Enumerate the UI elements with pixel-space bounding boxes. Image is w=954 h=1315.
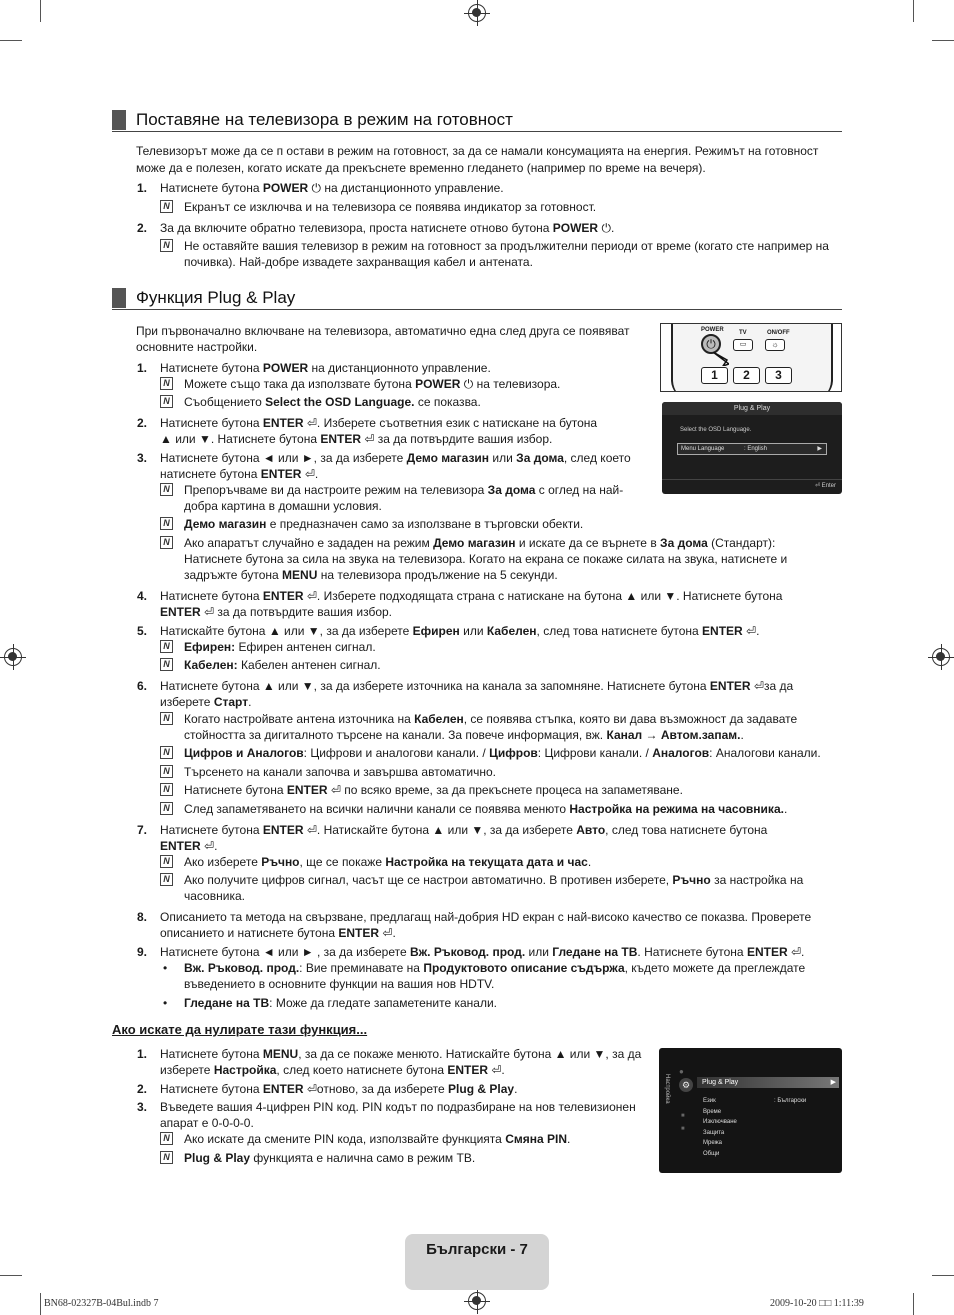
osd-item[interactable]: Изключване: [703, 1119, 737, 1125]
note-text: Екранът се изключва и на телевизора се появява индикатор за готовност.: [184, 200, 597, 214]
enter-icon: ⏎: [306, 416, 317, 430]
step-number: 1.: [137, 361, 148, 375]
note-icon: N: [160, 855, 173, 868]
section-heading: Функция Plug & Play: [136, 288, 296, 307]
step-number: 5.: [137, 624, 148, 638]
osd-title: Plug & Play: [662, 402, 842, 415]
enter-icon: ⏎: [304, 467, 315, 481]
osd-prompt: Select the OSD Language.: [680, 427, 752, 433]
note-text: Препоръчваме ви да настроите режим на телевизора За дома с оглед на най-: [184, 483, 624, 497]
note-icon: N: [160, 1151, 173, 1164]
osd-settings-menu: [659, 1048, 842, 1173]
step-number: 8.: [137, 910, 148, 924]
remote-light-button: ☼: [765, 339, 785, 351]
note-text: Можете също така да използвате бутона POWER ⏻ на телевизора.: [184, 377, 561, 391]
crop-mark: [913, 0, 914, 22]
note-text: Не оставяйте вашия телевизор в режим на готовност за продължителни периоди от време (когато сте например на: [184, 239, 829, 253]
crop-mark: [0, 40, 22, 41]
step-text: Натиснете бутона POWER на дистанционното управление.: [160, 361, 491, 375]
note-icon: N: [160, 712, 173, 725]
step-text: Описанието та метода на свързване, предлагащ най-добрия HD екран с най-високо качество се показва. Проверете: [160, 910, 812, 924]
bullet-icon: •: [163, 961, 168, 975]
step-number: 4.: [137, 589, 148, 603]
note-text: Натиснете бутона ENTER ⏎ по всяко време, за да прекъснете процеса на запаметяване.: [184, 783, 683, 797]
osd-item[interactable]: Защита: [703, 1129, 725, 1136]
remote-key-1: 1: [701, 367, 728, 384]
note-icon: N: [160, 783, 173, 796]
note-text: Цифров и Аналогов: Цифрови и аналогови канали. / Цифров: Цифрови канали. / Аналогов: Аналогови канали.: [184, 746, 821, 760]
osd-selected-row[interactable]: [697, 1077, 839, 1088]
enter-icon: ⏎: [204, 605, 215, 619]
step-text: Натиснете бутона ▲ или ▼, за да изберете източника на канала за запомняне. Натиснете бутона ENTER ⏎за да: [160, 679, 794, 693]
enter-icon: ⏎: [790, 945, 802, 959]
remote-label: ON/OFF: [767, 330, 790, 336]
step-text: описанието и натиснете бутона ENTER ⏎.: [160, 926, 396, 940]
remote-illustration: [660, 323, 842, 392]
bullet-text: Вж. Ръковод. прод.: Вие преминавате на Продуктовото описание съдържа, където можете да преглеждате: [184, 961, 806, 975]
intro-text: основните настройки.: [136, 340, 258, 354]
note-text: Когато настройвате антена източника на Кабелен, се появява стъпка, която ви дава възможност да задавате: [184, 712, 798, 726]
note-text: Ако апаратът случайно е зададен на режим Демо магазин и искате да се върнете в За дома (Стандарт):: [184, 536, 776, 550]
note-icon: N: [160, 802, 173, 815]
note-text: добра картина в домашни условия.: [184, 499, 382, 513]
intro-text: може да е полезен, когато искате да прекъснете временно гледането (например по време на вечеря).: [136, 161, 706, 175]
osd-item[interactable]: Време: [703, 1108, 722, 1115]
section-plug-play-title: [112, 288, 842, 310]
osd-footer: ⏎ Enter: [814, 483, 836, 489]
section-heading: Поставяне на телевизора в режим на готовност: [136, 110, 513, 129]
note-icon: N: [160, 873, 173, 886]
step-text: Въведете вашия 4-цифрен PIN код. PIN кодът по подразбиране на нов телевизионен: [160, 1100, 636, 1114]
note-text: часовника.: [184, 889, 245, 903]
step-number: 9.: [137, 945, 148, 959]
gear-icon: ⚙: [679, 1078, 693, 1092]
step-number: 7.: [137, 823, 148, 837]
step-text: натиснете бутона ENTER ⏎.: [160, 467, 319, 481]
enter-icon: ⏎: [382, 926, 393, 940]
step-number: 6.: [137, 679, 148, 693]
step-number: 2.: [137, 416, 148, 430]
note-icon: N: [160, 239, 173, 252]
note-icon: N: [160, 658, 173, 671]
step-text: Натиснете бутона ENTER ⏎. Изберете подходящата страна с натискане на бутона ▲ или ▼. Натиснете бутона: [160, 589, 783, 603]
osd-menu-icon: ■: [681, 1113, 685, 1119]
enter-icon: ⏎: [364, 432, 375, 446]
note-text: Ефирен: Ефирен антенен сигнал.: [184, 640, 376, 654]
step-text: ENTER ⏎.: [160, 839, 218, 853]
crop-mark: [0, 1275, 22, 1276]
intro-text: При първоначално включване на телевизора, автоматично една след друга се появяват: [136, 324, 630, 338]
note-text: Съобщението Select the OSD Language. се показва.: [184, 395, 481, 409]
crop-mark: [932, 40, 954, 41]
note-text: Ако изберете Ръчно, ще се покаже Настройка на текущата дата и час.: [184, 855, 592, 869]
enter-icon: ⏎: [306, 589, 317, 603]
step-text: изберете Старт.: [160, 695, 252, 709]
note-text: След запаметяването на всички налични канали се появява менюто Настройка на режима на часовника..: [184, 802, 788, 816]
step-text: Натиснете бутона POWER ⏻ на дистанционното управление.: [160, 181, 504, 195]
note-icon: N: [160, 536, 173, 549]
bullet-icon: •: [163, 996, 168, 1010]
note-icon: N: [160, 200, 173, 213]
enter-icon: ⏎: [753, 679, 764, 693]
footer-date: 2009-10-20 □□ 1:11:39: [770, 1298, 864, 1309]
step-text: Натиснете бутона ◄ или ►, за да изберете Демо магазин или За дома, след което: [160, 451, 631, 465]
intro-text: Телевизорът може да се п остави в режим на готовност, за да се намали консумацията на енергия. Режимът на готовност: [136, 144, 819, 158]
note-text: Ако получите цифров сигнал, часът ще се настрои автоматично. В противен изберете, Ръчно за настройка на: [184, 873, 804, 887]
osd-item[interactable]: Език: [703, 1098, 716, 1104]
note-icon: N: [160, 377, 173, 390]
note-text: Ако искате да смените PIN кода, използвайте функцията Смяна PIN.: [184, 1132, 571, 1146]
note-icon: N: [160, 395, 173, 408]
step-text: Натиснете бутона ◄ или ► , за да изберете Вж. Ръковод. прод. или Гледане на ТВ. Натиснете бутона ENTER ⏎.: [160, 945, 805, 959]
enter-icon: ⏎: [306, 1082, 317, 1096]
enter-icon: ⏎: [491, 1063, 502, 1077]
note-text: Plug & Play функцията е налична само в режим ТВ.: [184, 1151, 476, 1165]
note-icon: N: [160, 1132, 173, 1145]
step-text: апарат е 0-0-0-0.: [160, 1116, 254, 1130]
step-number: 1.: [137, 181, 148, 195]
osd-language-screen: [662, 402, 842, 494]
reset-heading: Ако искате да нулирате тази функция...: [112, 1022, 368, 1037]
osd-items: [703, 1096, 737, 1159]
remote-label: TV: [739, 330, 747, 336]
osd-language-row[interactable]: [677, 443, 827, 455]
page-number: Български - 7: [426, 1241, 528, 1258]
note-text: задръжте бутона MENU на телевизора продължение на 5 секунди.: [184, 568, 558, 582]
enter-icon: ⏎: [306, 823, 317, 837]
enter-icon: ⏎: [204, 839, 215, 853]
step-text: Натиснете бутона ENTER ⏎. Изберете съответния език с натискане на бутона: [160, 416, 598, 430]
page-number-tab: [405, 1234, 549, 1290]
registration-mark-icon: [468, 1292, 486, 1310]
registration-mark-icon: [932, 648, 950, 666]
crop-mark: [932, 1275, 954, 1276]
osd-menu-icon: ■: [681, 1126, 685, 1132]
note-text: Търсенето на канали започва и завършва автоматично.: [184, 765, 496, 779]
step-text: ENTER ⏎ за да потвърдите вашия избор.: [160, 605, 392, 619]
note-text: Натиснете бутона за сила на звука на телевизора. Когато на екрана се покаже силата на звука, натиснете и: [184, 552, 788, 566]
remote-power-button: ⏻: [701, 334, 721, 354]
step-text: Натиснете бутона ENTER ⏎отново, за да изберете Plug & Play.: [160, 1082, 518, 1096]
note-text: Кабелен: Кабелен антенен сигнал.: [184, 658, 381, 672]
step-number: 1.: [137, 1047, 148, 1061]
step-number: 3.: [137, 1100, 148, 1114]
crop-mark: [40, 1293, 41, 1315]
note-text: Демо магазин е предназначен само за използване в търговски обекти.: [184, 517, 584, 531]
section-standby-title: [112, 110, 842, 132]
footer-file: BN68-02327B-04Bul.indb 7: [44, 1298, 159, 1309]
osd-item[interactable]: Общи: [703, 1150, 720, 1157]
crop-mark: [40, 0, 41, 22]
power-icon: ⏻: [311, 181, 322, 195]
enter-icon: ⏎: [746, 624, 757, 638]
note-text: почивка). Най-добре извадете захранващия кабел и антената.: [184, 255, 533, 269]
step-number: 2.: [137, 1082, 148, 1096]
note-icon: N: [160, 640, 173, 653]
registration-mark-icon: [468, 4, 486, 22]
power-icon: ⏻: [463, 377, 474, 391]
registration-mark-icon: [4, 648, 22, 666]
note-icon: N: [160, 746, 173, 759]
osd-row-label: Menu Language: [681, 446, 725, 452]
chevron-right-icon: ▶: [817, 446, 822, 452]
step-text: За да включите обратно телевизора, проста натиснете отново бутона POWER ⏻.: [160, 221, 615, 235]
step-number: 2.: [137, 221, 148, 235]
enter-icon: ⏎: [814, 483, 820, 489]
title-bar: [112, 288, 126, 308]
remote-label: POWER: [701, 327, 724, 333]
step-text: ▲ или ▼. Натиснете бутона ENTER ⏎ за да потвърдите вашия избор.: [160, 432, 553, 446]
crop-mark: [913, 1293, 914, 1315]
osd-divider: [662, 479, 842, 480]
bullet-text: Гледане на ТВ: Може да гледате запаметените канали.: [184, 996, 497, 1010]
osd-row-value: : English: [744, 446, 768, 452]
power-icon: ⏻: [601, 221, 611, 235]
bullet-text: въведението в основните функции на вашия нов HDTV.: [184, 977, 495, 991]
step-text: Натиснете бутона ENTER ⏎. Натискайте бутона ▲ или ▼, за да изберете Авто, след това натиснете бутона: [160, 823, 768, 837]
remote-key-2: 2: [733, 367, 760, 384]
step-text: изберете Настройка, след което натиснете бутона ENTER ⏎.: [160, 1063, 505, 1077]
note-icon: N: [160, 765, 173, 778]
title-bar: [112, 110, 126, 130]
note-text: стойността за дигиталното търсене на канали. За повече информация, вж. Канал → Автом.запам..: [184, 728, 744, 742]
enter-icon: ⏎: [330, 783, 341, 797]
note-icon: N: [160, 483, 173, 496]
osd-menu-icon: ●: [679, 1067, 684, 1076]
remote-arrow-icon: [713, 352, 729, 366]
osd-item[interactable]: Мрежа: [703, 1140, 722, 1146]
osd-selected-label: Plug & Play: [702, 1079, 739, 1086]
chevron-right-icon: ▶: [830, 1079, 836, 1086]
osd-side-label: Настройка: [664, 1074, 670, 1104]
step-text: Натиснете бутона MENU, за да се покаже менюто. Натискайте бутона ▲ или ▼, за да: [160, 1047, 642, 1061]
note-icon: N: [160, 517, 173, 530]
step-text: Натискайте бутона ▲ или ▼, за да изберете Ефирен или Кабелен, след това натиснете бутона ENTER ⏎.: [160, 624, 760, 638]
osd-lang-value: : Български: [774, 1098, 807, 1104]
remote-key-3: 3: [765, 367, 792, 384]
step-number: 3.: [137, 451, 148, 465]
remote-tv-button: ▭: [733, 339, 753, 351]
